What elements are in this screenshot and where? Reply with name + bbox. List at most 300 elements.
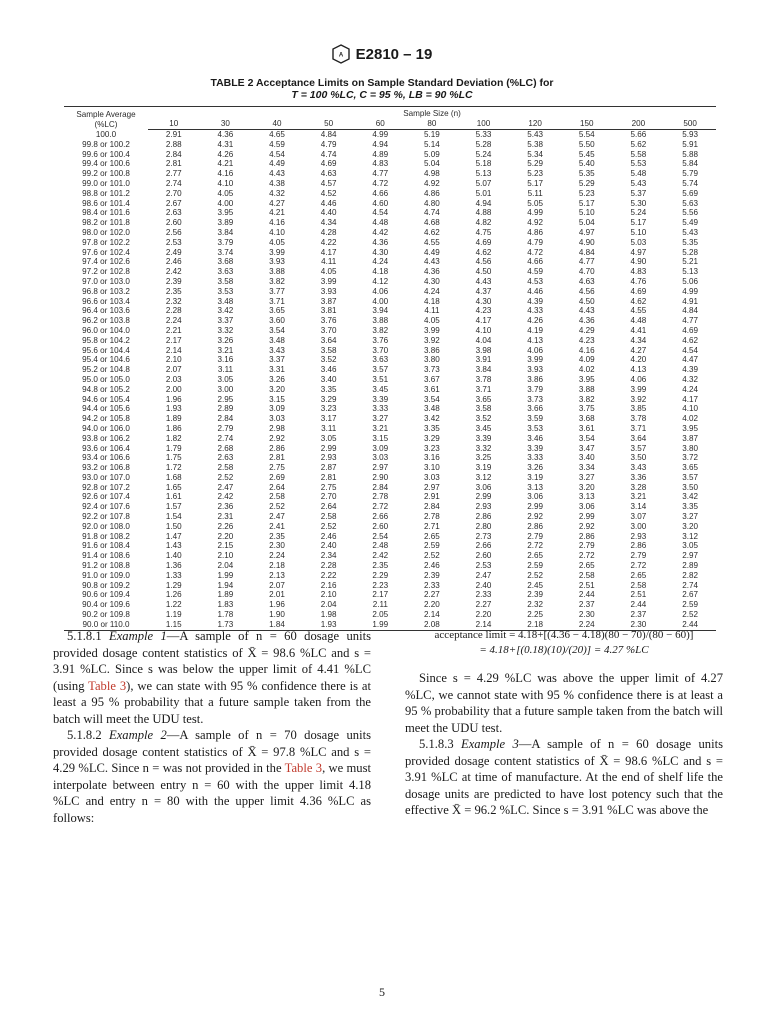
limit-cell: 4.62 [424, 227, 440, 237]
limit-cell: 2.10 [165, 355, 182, 365]
limit-cell: 3.37 [269, 355, 285, 365]
limit-cell: 5.43 [630, 178, 647, 188]
limit-cell: 4.86 [527, 227, 544, 237]
limit-cell: 4.53 [527, 276, 544, 286]
limit-cell: 3.99 [320, 276, 337, 286]
limit-cell: 2.45 [527, 580, 544, 590]
limit-cell: 2.23 [372, 580, 389, 590]
sample-size-col-header: 40 [251, 118, 303, 130]
limit-cell: 3.50 [630, 453, 647, 463]
limit-cell: 2.07 [269, 580, 285, 590]
limit-cell: 3.33 [527, 453, 544, 463]
limit-cell: 3.99 [527, 355, 544, 365]
limit-cell: 4.31 [217, 139, 234, 149]
limit-cell: 3.19 [475, 463, 492, 473]
limit-cell: 3.43 [269, 345, 285, 355]
limit-cell: 5.50 [578, 139, 595, 149]
limit-cell: 5.91 [682, 139, 698, 149]
limit-cell: 2.00 [165, 384, 182, 394]
limit-cell: 3.71 [475, 384, 492, 394]
limit-cell: 2.26 [217, 521, 234, 531]
table-row [64, 326, 716, 336]
limit-cell: 2.63 [217, 453, 234, 463]
sample-average-cell: 99.4 or 100.6 [82, 159, 130, 169]
limit-cell: 2.41 [269, 521, 285, 531]
limit-cell: 4.05 [217, 188, 234, 198]
limit-cell: 2.87 [320, 463, 337, 473]
limit-cell: 3.47 [578, 443, 595, 453]
limit-cell: 1.15 [148, 620, 200, 630]
sample-size-col-header: 120 [509, 118, 561, 130]
limit-cell: 2.36 [217, 502, 234, 512]
limit-cell: 4.99 [527, 208, 544, 218]
table-3-link[interactable]: Table 3 [284, 761, 323, 775]
sample-average-cell: 99.8 or 100.2 [82, 139, 130, 149]
limit-cell: 3.86 [424, 345, 440, 355]
limit-cell: 4.24 [424, 286, 440, 296]
table-row [64, 355, 716, 365]
limit-cell: 2.24 [165, 316, 182, 326]
limit-cell: 2.08 [406, 620, 458, 630]
limit-cell: 5.05 [527, 198, 544, 208]
limit-cell: 4.47 [682, 355, 698, 365]
limit-cell: 3.13 [527, 482, 544, 492]
limit-cell: 5.13 [475, 169, 492, 179]
limit-cell: 2.15 [217, 541, 234, 551]
limit-cell: 4.83 [372, 159, 389, 169]
limit-cell: 3.20 [682, 521, 698, 531]
limit-cell: 2.28 [320, 561, 337, 571]
limit-cell: 1.86 [165, 423, 182, 433]
limit-cell: 3.87 [320, 296, 337, 306]
table-row [64, 150, 716, 160]
limit-cell: 3.16 [217, 355, 234, 365]
limit-cell: 4.99 [682, 286, 698, 296]
table-row [64, 306, 716, 316]
limit-cell: 1.78 [217, 610, 234, 620]
limit-cell: 2.95 [217, 394, 234, 404]
limit-cell: 3.20 [578, 482, 595, 492]
limit-cell: 4.97 [630, 247, 647, 257]
limit-cell: 3.29 [424, 433, 440, 443]
limit-cell: 2.58 [269, 492, 285, 502]
limit-cell: 3.99 [630, 384, 647, 394]
limit-cell: 5.45 [578, 149, 595, 159]
sample-average-cell: 91.0 or 109.0 [82, 570, 130, 580]
limit-cell: 1.50 [165, 521, 182, 531]
table-row [64, 522, 716, 532]
table-row [64, 463, 716, 473]
limit-cell: 5.43 [527, 130, 544, 139]
limit-cell: 2.47 [269, 512, 285, 522]
limit-cell: 4.43 [269, 169, 285, 179]
limit-cell: 4.23 [578, 335, 595, 345]
limit-cell: 3.89 [217, 218, 234, 228]
limit-cell: 2.59 [527, 561, 544, 571]
limit-cell: 4.16 [217, 169, 234, 179]
sample-average-cell: 91.2 or 108.8 [82, 561, 130, 571]
limit-cell: 2.18 [509, 620, 561, 630]
limit-cell: 4.18 [424, 296, 440, 306]
limit-cell: 3.53 [527, 423, 544, 433]
paragraph-5-1-8-1: 5.1.8.1 Example 1—A sample of n = 60 dosage units provided dosage content statistics of X̄ = 98.6 %LC and s = 3.91 %LC. Since s was below the upper limit of 4.41 %LC (using Table 3), we can state with 95 % confidence there is at least a 95 % probability that a future sample taken from the batch will meet the UDU test. [53, 629, 372, 726]
limit-cell: 4.16 [269, 218, 285, 228]
sample-average-cell: 94.8 or 105.2 [82, 384, 130, 394]
limit-cell: 4.34 [320, 218, 337, 228]
table-row [64, 453, 716, 463]
limit-cell: 4.24 [372, 257, 389, 267]
limit-cell: 2.56 [165, 227, 182, 237]
limit-cell: 4.68 [424, 218, 440, 228]
limit-cell: 2.78 [372, 492, 389, 502]
table-row [64, 375, 716, 385]
limit-cell: 4.50 [475, 267, 492, 277]
limit-cell: 5.35 [682, 237, 698, 247]
limit-cell: 2.97 [424, 482, 440, 492]
sample-average-cell: 90.0 or 110.0 [64, 620, 148, 630]
limit-cell: 2.64 [269, 482, 285, 492]
limit-cell: 3.76 [372, 335, 389, 345]
limit-cell: 2.14 [165, 345, 182, 355]
avg-column-header: Sample Average (%LC) [64, 107, 148, 130]
limit-cell: 1.19 [165, 610, 182, 620]
limit-cell: 5.17 [630, 218, 647, 228]
table-row [64, 365, 716, 375]
limit-cell: 3.70 [372, 345, 389, 355]
limit-cell: 3.06 [578, 502, 595, 512]
limit-cell: 1.99 [355, 620, 407, 630]
table-row [64, 414, 716, 424]
limit-cell: 2.59 [424, 541, 440, 551]
limit-cell: 2.13 [269, 570, 285, 580]
limit-cell: 4.79 [320, 139, 337, 149]
sample-average-cell: 97.4 or 102.6 [82, 257, 130, 267]
limit-cell: 3.64 [320, 335, 337, 345]
limit-cell: 3.50 [682, 482, 698, 492]
table-row [64, 581, 716, 591]
limit-cell: 2.79 [527, 531, 544, 541]
limit-cell: 2.04 [217, 561, 234, 571]
limit-cell: 3.53 [217, 286, 234, 296]
table-row [64, 238, 716, 248]
limit-cell: 2.58 [578, 570, 595, 580]
limit-cell: 2.01 [269, 590, 285, 600]
limit-cell: 1.82 [165, 433, 182, 443]
limit-cell: 2.72 [527, 541, 544, 551]
table-row [64, 228, 716, 238]
limit-cell: 2.52 [682, 610, 698, 620]
table-3-link[interactable]: Table 3 [88, 678, 127, 693]
limit-cell: 2.04 [320, 600, 337, 610]
sample-size-col-header: 80 [406, 118, 458, 130]
limit-cell: 3.68 [578, 414, 595, 424]
limit-cell: 3.23 [320, 404, 337, 414]
limit-cell: 4.69 [475, 237, 492, 247]
limit-cell: 4.92 [424, 178, 440, 188]
limit-cell: 2.67 [682, 590, 698, 600]
limit-cell: 4.10 [269, 227, 285, 237]
limit-cell: 2.92 [269, 433, 285, 443]
limit-cell: 2.97 [682, 551, 698, 561]
limit-cell: 2.70 [320, 492, 337, 502]
limit-cell: 2.79 [217, 423, 234, 433]
limit-cell: 3.05 [217, 374, 234, 384]
limit-cell: 4.77 [372, 169, 389, 179]
sample-average-cell: 95.6 or 104.4 [82, 345, 130, 355]
limit-cell: 3.35 [424, 423, 440, 433]
limit-cell: 3.65 [269, 306, 285, 316]
limit-cell: 4.62 [682, 335, 698, 345]
limit-cell: 1.57 [165, 502, 182, 512]
limit-cell: 3.67 [424, 374, 440, 384]
limit-cell: 3.58 [217, 276, 234, 286]
limit-cell: 2.30 [613, 620, 665, 630]
limit-cell: 2.03 [165, 374, 182, 384]
limit-cell: 2.30 [269, 541, 285, 551]
right-column [405, 628, 723, 826]
limit-cell: 1.43 [165, 541, 182, 551]
sample-average-cell: 96.4 or 103.6 [82, 306, 130, 316]
limit-cell: 2.72 [578, 551, 595, 561]
limit-cell: 2.11 [372, 600, 388, 610]
limit-cell: 2.47 [217, 482, 234, 492]
standard-number: E2810 – 19 [355, 45, 433, 63]
limit-cell: 4.32 [682, 374, 698, 384]
limit-cell: 4.13 [527, 335, 544, 345]
limit-cell: 2.54 [372, 531, 389, 541]
limit-cell: 4.17 [682, 394, 698, 404]
sample-average-cell: 97.8 or 102.2 [82, 237, 130, 247]
limit-cell: 2.71 [424, 521, 440, 531]
limit-cell: 4.75 [475, 227, 492, 237]
limit-cell: 4.36 [578, 316, 595, 326]
table-row [64, 248, 716, 258]
sample-average-cell: 96.0 or 104.0 [82, 325, 130, 335]
limit-cell: 4.94 [372, 139, 389, 149]
limit-cell: 2.97 [372, 463, 389, 473]
limit-cell: 4.69 [630, 286, 647, 296]
limit-cell: 4.04 [475, 335, 492, 345]
table-row [64, 561, 716, 571]
limit-cell: 3.92 [424, 335, 440, 345]
limit-cell: 2.34 [320, 551, 337, 561]
sample-size-col-header: 200 [613, 118, 665, 130]
limit-cell: 2.20 [217, 531, 234, 541]
limit-cell: 2.39 [424, 570, 440, 580]
limit-cell: 4.70 [578, 267, 595, 277]
limit-cell: 5.74 [682, 178, 698, 188]
limit-cell: 2.33 [475, 590, 492, 600]
table-row [64, 492, 716, 502]
table-row [64, 346, 716, 356]
table-row [64, 385, 716, 395]
limit-cell: 4.49 [269, 159, 285, 169]
limit-cell: 3.48 [217, 296, 234, 306]
limit-cell: 3.33 [372, 404, 389, 414]
limit-cell: 2.99 [475, 492, 492, 502]
limit-cell: 3.27 [578, 472, 595, 482]
limit-cell: 5.54 [578, 130, 595, 139]
limit-cell: 5.21 [682, 257, 698, 267]
sample-average-cell: 99.2 or 100.8 [82, 169, 130, 179]
limit-cell: 2.63 [165, 208, 182, 218]
limit-cell: 3.12 [475, 472, 492, 482]
limit-cell: 4.32 [269, 188, 285, 198]
limit-cell: 4.37 [475, 286, 492, 296]
limit-cell: 5.62 [630, 139, 647, 149]
limit-cell: 4.57 [320, 178, 337, 188]
table-row [64, 287, 716, 297]
sample-size-col-header: 60 [355, 118, 407, 130]
limit-cell: 3.26 [269, 374, 285, 384]
table-row [64, 434, 716, 444]
limit-cell: 2.92 [578, 521, 595, 531]
sample-average-cell: 90.2 or 109.8 [82, 610, 130, 620]
sample-average-cell: 94.4 or 105.6 [82, 404, 130, 414]
limit-cell: 1.36 [165, 561, 182, 571]
sample-average-cell: 91.4 or 108.6 [82, 551, 130, 561]
limit-cell: 3.09 [269, 404, 285, 414]
limit-cell: 2.40 [320, 541, 337, 551]
limit-cell: 2.99 [578, 512, 595, 522]
limit-cell: 2.84 [217, 414, 234, 424]
limit-cell: 4.12 [372, 276, 389, 286]
limit-cell: 4.11 [321, 257, 337, 267]
limit-cell: 2.52 [217, 472, 234, 482]
sample-average-cell: 95.2 or 104.8 [82, 365, 130, 375]
limit-cell: 3.86 [527, 374, 544, 384]
limit-cell: 5.14 [424, 139, 440, 149]
limit-cell: 2.46 [165, 257, 182, 267]
limit-cell: 3.88 [578, 384, 595, 394]
limit-cell: 3.73 [527, 394, 544, 404]
limit-cell: 2.98 [269, 423, 285, 433]
limit-cell: 5.56 [682, 208, 698, 218]
sample-average-cell: 93.2 or 106.8 [82, 463, 130, 473]
limit-cell: 2.51 [578, 580, 595, 590]
limit-cell: 5.18 [475, 159, 492, 169]
sample-average-cell: 90.6 or 109.4 [82, 590, 130, 600]
limit-cell: 4.48 [630, 316, 647, 326]
limit-cell: 3.82 [372, 325, 389, 335]
limit-cell: 2.77 [165, 169, 182, 179]
sample-average-cell: 92.4 or 107.6 [82, 502, 130, 512]
limit-cell: 3.40 [320, 374, 337, 384]
limit-cell: 2.14 [424, 610, 440, 620]
limit-cell: 4.59 [269, 139, 285, 149]
limit-cell: 2.75 [269, 463, 285, 473]
limit-cell: 2.32 [165, 296, 182, 306]
limit-cell: 4.10 [475, 325, 492, 335]
sample-average-cell: 92.6 or 107.4 [82, 492, 130, 502]
limit-cell: 4.46 [527, 286, 544, 296]
limit-cell: 2.91 [424, 492, 440, 502]
limit-cell: 3.99 [269, 247, 285, 257]
limit-cell: 3.81 [320, 306, 337, 316]
sample-average-cell: 93.6 or 106.4 [82, 443, 130, 453]
limit-cell: 4.66 [372, 188, 389, 198]
limit-cell: 2.46 [424, 561, 440, 571]
limit-cell: 3.75 [578, 404, 595, 414]
limit-cell: 3.52 [320, 355, 337, 365]
limit-cell: 4.43 [424, 257, 440, 267]
limit-cell: 4.18 [372, 267, 389, 277]
limit-cell: 2.86 [475, 512, 492, 522]
limit-cell: 2.24 [561, 620, 613, 630]
limit-cell: 4.06 [527, 345, 544, 355]
limit-cell: 3.43 [630, 463, 647, 473]
limit-cell: 4.43 [578, 306, 595, 316]
limit-cell: 1.99 [217, 570, 234, 580]
sample-size-col-header: 100 [458, 118, 510, 130]
limit-cell: 3.80 [682, 443, 698, 453]
table-row [64, 610, 716, 620]
limit-cell: 3.35 [320, 384, 337, 394]
limit-cell: 3.03 [269, 414, 285, 424]
limit-cell: 2.60 [475, 551, 492, 561]
limit-cell: 4.21 [269, 208, 285, 218]
limit-cell: 5.48 [630, 169, 647, 179]
limit-cell: 2.89 [217, 404, 234, 414]
limit-cell: 2.37 [578, 600, 595, 610]
table-row [64, 208, 716, 218]
limit-cell: 1.22 [165, 600, 182, 610]
paragraph-5-1-8-3: 5.1.8.3 Example 3—A sample of n = 60 dosage units provided dosage content statistics of X̄ = 98.6 %LC and s = 3.91 %LC at time of manufacture. At the end of shelf life the dosage units are predicted to have lost potency such that the effective X̄ = 96.2 %LC. Since s = 3.91 %LC was above the [405, 737, 723, 817]
limit-cell: 4.36 [372, 237, 389, 247]
limit-cell: 4.36 [424, 267, 440, 277]
table-row [64, 316, 716, 326]
limit-cell: 4.54 [372, 208, 389, 218]
limit-cell: 3.35 [682, 502, 698, 512]
limit-cell: 2.64 [320, 502, 337, 512]
limit-cell: 1.93 [303, 620, 355, 630]
limit-cell: 3.21 [630, 492, 647, 502]
limit-cell: 3.27 [682, 512, 698, 522]
limit-cell: 3.11 [217, 365, 234, 375]
limit-cell: 1.89 [165, 414, 182, 424]
limit-cell: 5.24 [630, 208, 647, 218]
sample-average-cell: 95.0 or 105.0 [82, 374, 130, 384]
limit-cell: 3.37 [217, 316, 234, 326]
limit-cell: 2.10 [217, 551, 234, 561]
limit-cell: 3.65 [682, 463, 698, 473]
limit-cell: 5.93 [682, 130, 698, 139]
table-row [64, 600, 716, 610]
limit-cell: 4.80 [424, 198, 440, 208]
limit-cell: 5.23 [578, 188, 595, 198]
limit-cell: 4.26 [527, 316, 544, 326]
sample-average-cell: 92.2 or 107.8 [82, 512, 130, 522]
page-number: 5 [379, 985, 385, 999]
limit-cell: 5.66 [630, 130, 647, 139]
limit-cell: 2.86 [269, 443, 285, 453]
limit-cell: 2.17 [372, 590, 389, 600]
table-row [64, 189, 716, 199]
limit-cell: 2.89 [682, 561, 698, 571]
astm-logo-icon [332, 44, 350, 64]
sample-average-cell: 94.0 or 106.0 [82, 423, 130, 433]
limit-cell: 4.89 [372, 149, 389, 159]
limit-cell: 2.66 [372, 512, 389, 522]
limit-cell: 2.31 [217, 512, 234, 522]
sample-average-cell: 94.2 or 105.8 [82, 414, 130, 424]
limit-cell: 2.20 [424, 600, 440, 610]
limit-cell: 3.39 [475, 433, 492, 443]
limit-cell: 3.48 [424, 404, 440, 414]
limit-cell: 4.52 [320, 188, 337, 198]
table-row [64, 199, 716, 209]
limit-cell: 3.60 [269, 316, 285, 326]
